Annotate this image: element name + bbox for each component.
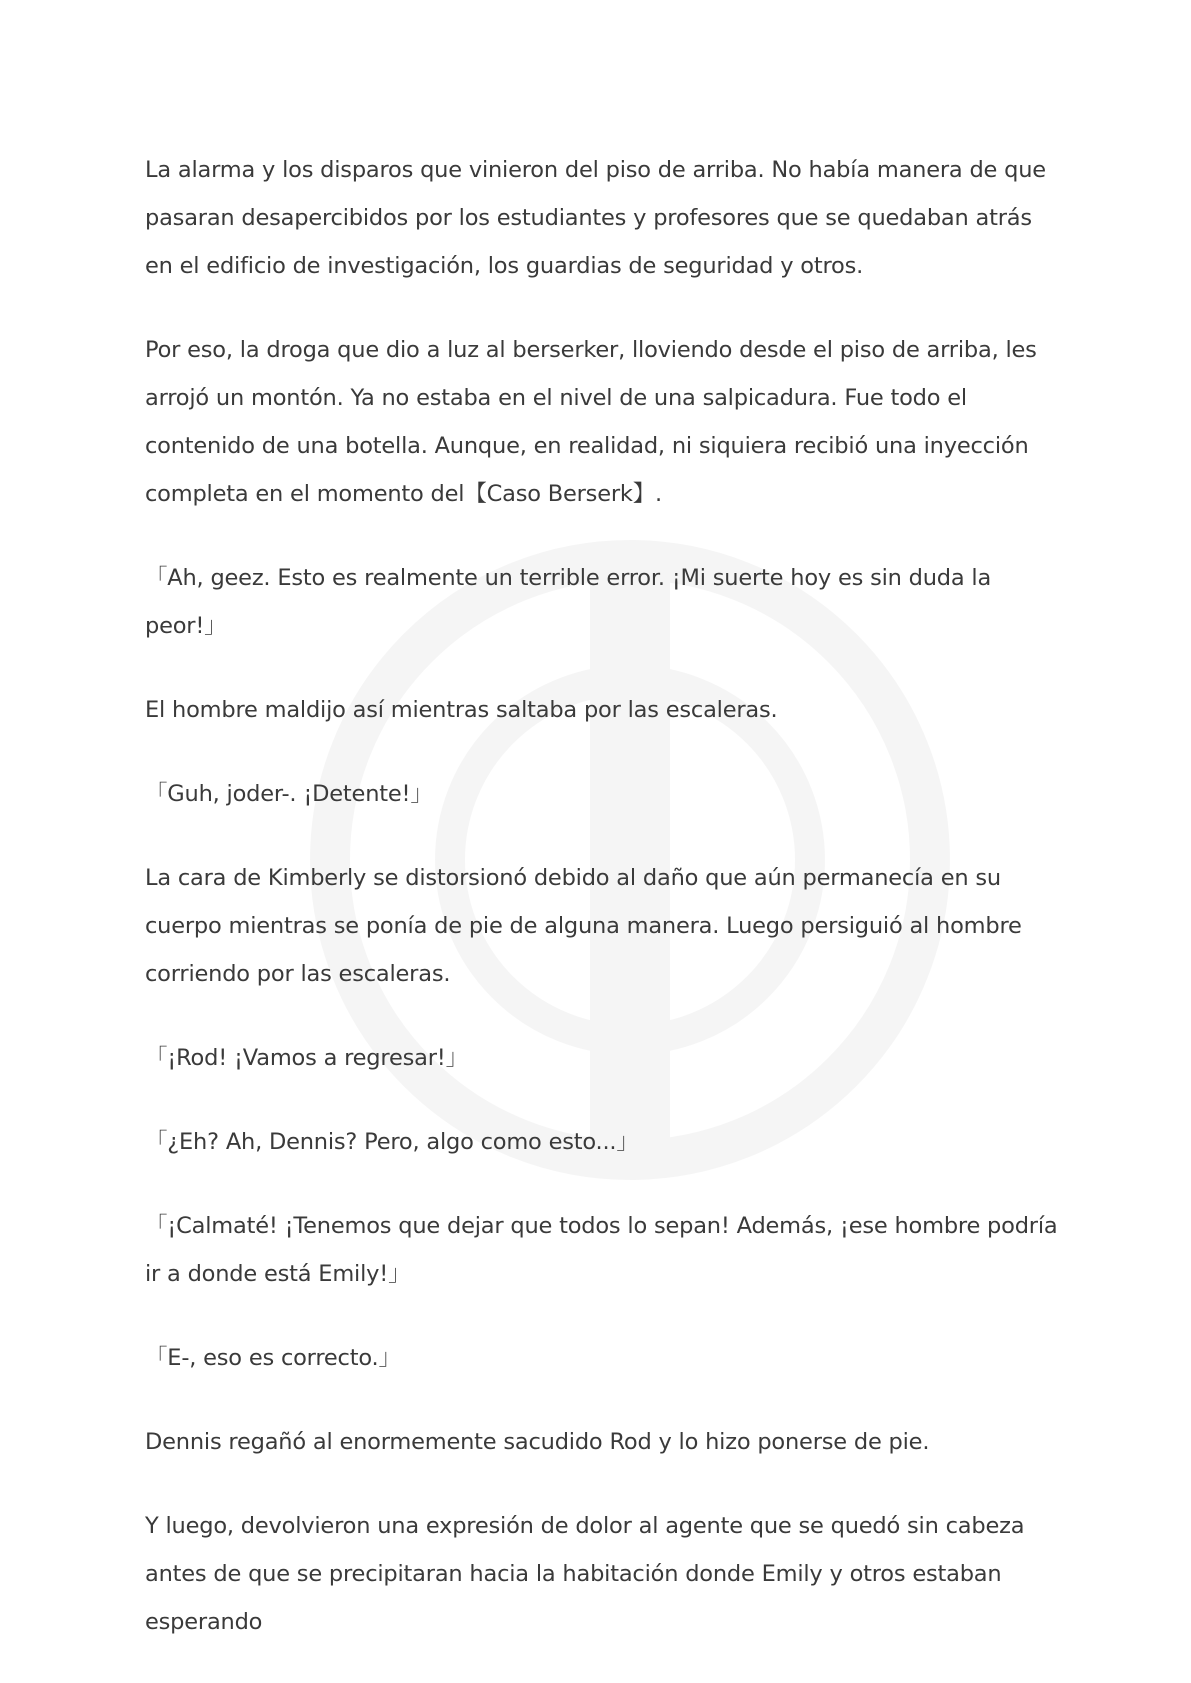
dialogue-line-1: 「Ah, geez. Esto es realmente un terrible error. ¡Mi suerte hoy es sin duda la peor!」 (145, 565, 992, 639)
dialogue-line-2: 「Guh, joder-. ¡Detente!」 (145, 781, 433, 807)
dialogue-line-3: 「¡Rod! ¡Vamos a regresar!」 (145, 1045, 468, 1071)
paragraph-5: Dennis regañó al enormemente sacudido Rod y lo hizo ponerse de pie. (145, 1429, 930, 1455)
paragraph-3: El hombre maldijo así mientras saltaba por las escaleras. (145, 697, 778, 723)
dialogue-line-5: 「¡Calmaté! ¡Tenemos que dejar que todos lo sepan! Además, ¡ese hombre podría ir a donde está Emily!」 (145, 1213, 1058, 1287)
dialogue-line-6: 「E-, eso es correcto.」 (145, 1345, 401, 1371)
paragraph-4: La cara de Kimberly se distorsionó debido al daño que aún permanecía en su cuerpo mientras se ponía de pie de alguna manera. Luego persiguió al hombre corriendo por las escaleras. (145, 865, 1022, 987)
document-body (145, 146, 1065, 1682)
dialogue-line-4: 「¿Eh? Ah, Dennis? Pero, algo como esto...」 (145, 1129, 639, 1155)
paragraph-6: Y luego, devolvieron una expresión de dolor al agente que se quedó sin cabeza antes de que se precipitaran hacia la habitación donde Emily y otros estaban esperando (145, 1513, 1025, 1635)
paragraph-2: Por eso, la droga que dio a luz al berserker, lloviendo desde el piso de arriba, les arrojó un montón. Ya no estaba en el nivel de una salpicadura. Fue todo el contenido de una botella. Aunque, en realidad, ni siquiera recibió una inyección completa en el momento del【Caso Berserk】. (145, 337, 1037, 507)
paragraph-1: La alarma y los disparos que vinieron del piso de arriba. No había manera de que pasaran desapercibidos por los estudiantes y profesores que se quedaban atrás en el edificio de investigación, los guardias de seguridad y otros. (145, 157, 1046, 279)
